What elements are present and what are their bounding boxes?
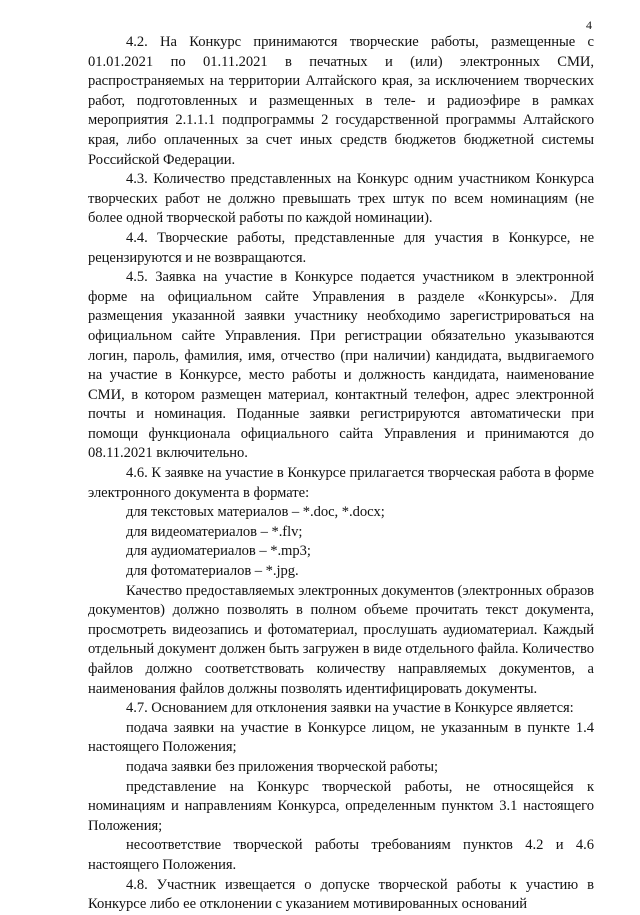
page-number: 4 [586, 18, 592, 32]
document-body [88, 33, 594, 915]
paragraph-4-2: 4.2. На Конкурс принимаются творческие работы, размещенные с 01.01.2021 по 01.11.2021 в печатных и (или) электронных СМИ, распространяемых на территории Алтайского края, за исключением творческих работ, подготовленных и размещенных в теле- и радиоэфире в рамках мероприятия 2.1.1.1 подпрограммы 2 государственной программы Алтайского края, либо оплаченных за счет иных средств бюджетов бюджетной системы Российской Федерации. [88, 34, 594, 168]
paragraph-4-6: 4.6. К заявке на участие в Конкурсе прилагается творческая работа в форме электронного документа в формате: [88, 465, 594, 501]
paragraph-4-7: 4.7. Основанием для отклонения заявки на участие в Конкурсе является: [126, 700, 574, 717]
format-item-audio: для аудиоматериалов – *.mp3; [126, 543, 311, 560]
rejection-reason-1: подача заявки на участие в Конкурсе лицом, не указанным в пункте 1.4 настоящего Положения; [88, 719, 594, 756]
paragraph-document-quality: Качество предоставляемых электронных документов (электронных образов документов) должно позволять в полном объеме прочитать текст документа, просмотреть видеозапись и фотоматериал, прослушать аудиоматериал. Каждый отдельный документ должен быть загружен в виде отдельного файла. Количество файлов должно соответствовать количеству направляемых документов, а наименования файлов должны позволять идентифицировать документы. [88, 582, 594, 697]
paragraph-4-4: 4.4. Творческие работы, представленные для участия в Конкурсе, не рецензируются и не возвращаются. [88, 229, 594, 266]
paragraph-4-5: 4.5. Заявка на участие в Конкурсе подается участником в электронной форме на официальном сайте Управления в разделе «Конкурсы». Для размещения указанной заявки участнику необходимо зарегистрироваться на официальном сайте Управления. При регистрации обязательно указываются логин, пароль, фамилия, имя, отчество (при наличии) кандидата, выдвигаемого на участие в Конкурсе, место работы и должность кандидата, наименование СМИ, в котором размещен материал, контактный телефон, адрес электронной почты и номинация. Поданные заявки регистрируются автоматически при помощи функционала официального сайта Управления и принимаются до 08.11.2021 включительно. [88, 269, 594, 462]
format-item-photo: для фотоматериалов – *.jpg. [126, 563, 299, 580]
paragraph-4-8: 4.8. Участник извещается о допуске творческой работы к участию в Конкурсе либо ее отклонении с указанием мотивированных оснований [88, 876, 594, 913]
rejection-reason-3: представление на Конкурс творческой работы, не относящейся к номинациям и направлениям Конкурса, определенным пунктом 3.1 настоящего Положения; [88, 778, 594, 834]
rejection-reason-4: несоответствие творческой работы требованиям пунктов 4.2 и 4.6 настоящего Положения. [88, 837, 594, 873]
format-item-text: для текстовых материалов – *.doc, *.docx; [126, 504, 385, 521]
paragraph-4-3: 4.3. Количество представленных на Конкурс одним участником Конкурса творческих работ не должно превышать трех штук по всем номинациям (не более одной творческой работы по каждой номинации). [88, 171, 594, 227]
format-item-video: для видеоматериалов – *.flv; [126, 523, 303, 540]
rejection-reason-2: подача заявки без приложения творческой работы; [126, 758, 438, 775]
